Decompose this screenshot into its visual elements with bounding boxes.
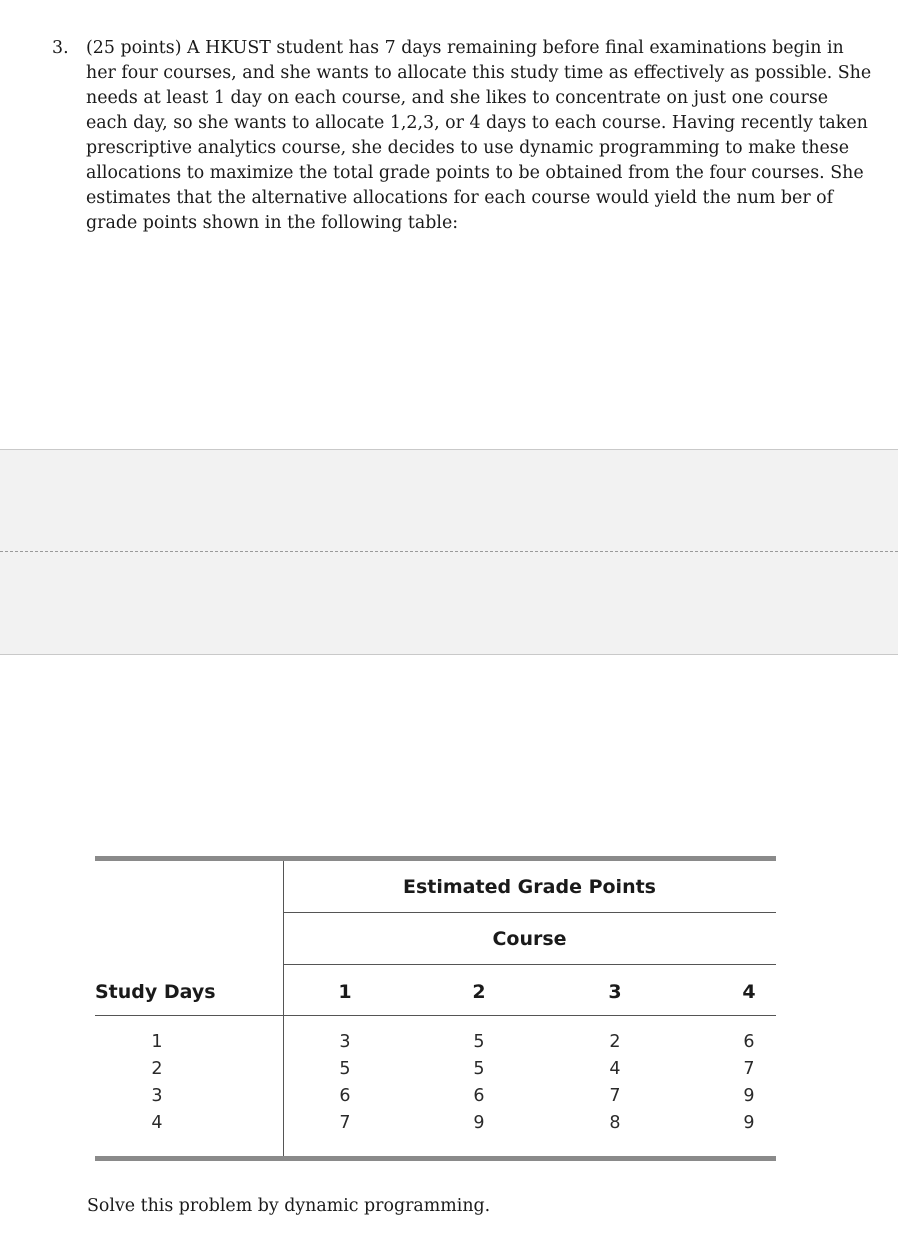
course-2-header: 2: [472, 981, 486, 1003]
value-cell: 7: [609, 1086, 621, 1106]
table-bottom-rule: [95, 1156, 776, 1161]
value-cell: 5: [473, 1032, 485, 1052]
days-cell: 4: [151, 1113, 163, 1133]
value-cell: 9: [743, 1086, 755, 1106]
grade-points-table: [95, 856, 776, 1162]
course-1-header: 1: [338, 981, 352, 1003]
table-title: Estimated Grade Points: [403, 876, 656, 898]
table-row: [95, 1032, 776, 1058]
table-row: [95, 1086, 776, 1112]
question-text: (25 points) A HKUST student has 7 days remaining before final examinations begin in her four courses, and she wants to allocate this study time as effectively as possible. She needs at least 1 day on each course, and she likes to concentrate on just one course each day, so she wants to allocate 1,2,3, or 4 days to each course. Having recently taken prescriptive analytics course, she decides to use dynamic programming to make these allocations to maximize the total grade points to be obtained from the four courses. She estimates that the alternative allocations for each course would yield the num ber of grade points shown in the following table:: [86, 38, 872, 233]
value-cell: 5: [473, 1059, 485, 1079]
days-cell: 2: [151, 1059, 163, 1079]
course-4-header: 4: [742, 981, 756, 1003]
value-cell: 2: [609, 1032, 621, 1052]
value-cell: 6: [743, 1032, 755, 1052]
value-cell: 5: [339, 1059, 351, 1079]
title-underline: [284, 912, 776, 913]
header-bottom-rule: [95, 1015, 776, 1016]
study-days-header: Study Days: [95, 981, 216, 1003]
question-block: [52, 36, 872, 236]
course-3-header: 3: [608, 981, 622, 1003]
solve-instruction: Solve this problem by dynamic programming.: [87, 1196, 491, 1216]
value-cell: 7: [339, 1113, 351, 1133]
band-dashed-divider: [0, 551, 898, 552]
value-cell: 8: [609, 1113, 621, 1133]
table-subtitle: Course: [492, 928, 567, 950]
subtitle-underline: [284, 964, 776, 965]
value-cell: 6: [473, 1086, 485, 1106]
value-cell: 4: [609, 1059, 621, 1079]
table-top-rule: [95, 856, 776, 861]
value-cell: 7: [743, 1059, 755, 1079]
value-cell: 3: [339, 1032, 351, 1052]
table-row: [95, 1059, 776, 1085]
value-cell: 9: [743, 1113, 755, 1133]
question-number: 3.: [52, 38, 69, 58]
value-cell: 9: [473, 1113, 485, 1133]
days-cell: 1: [151, 1032, 163, 1052]
value-cell: 6: [339, 1086, 351, 1106]
table-row: [95, 1113, 776, 1139]
days-cell: 3: [151, 1086, 163, 1106]
answer-gap-band: [0, 449, 898, 655]
